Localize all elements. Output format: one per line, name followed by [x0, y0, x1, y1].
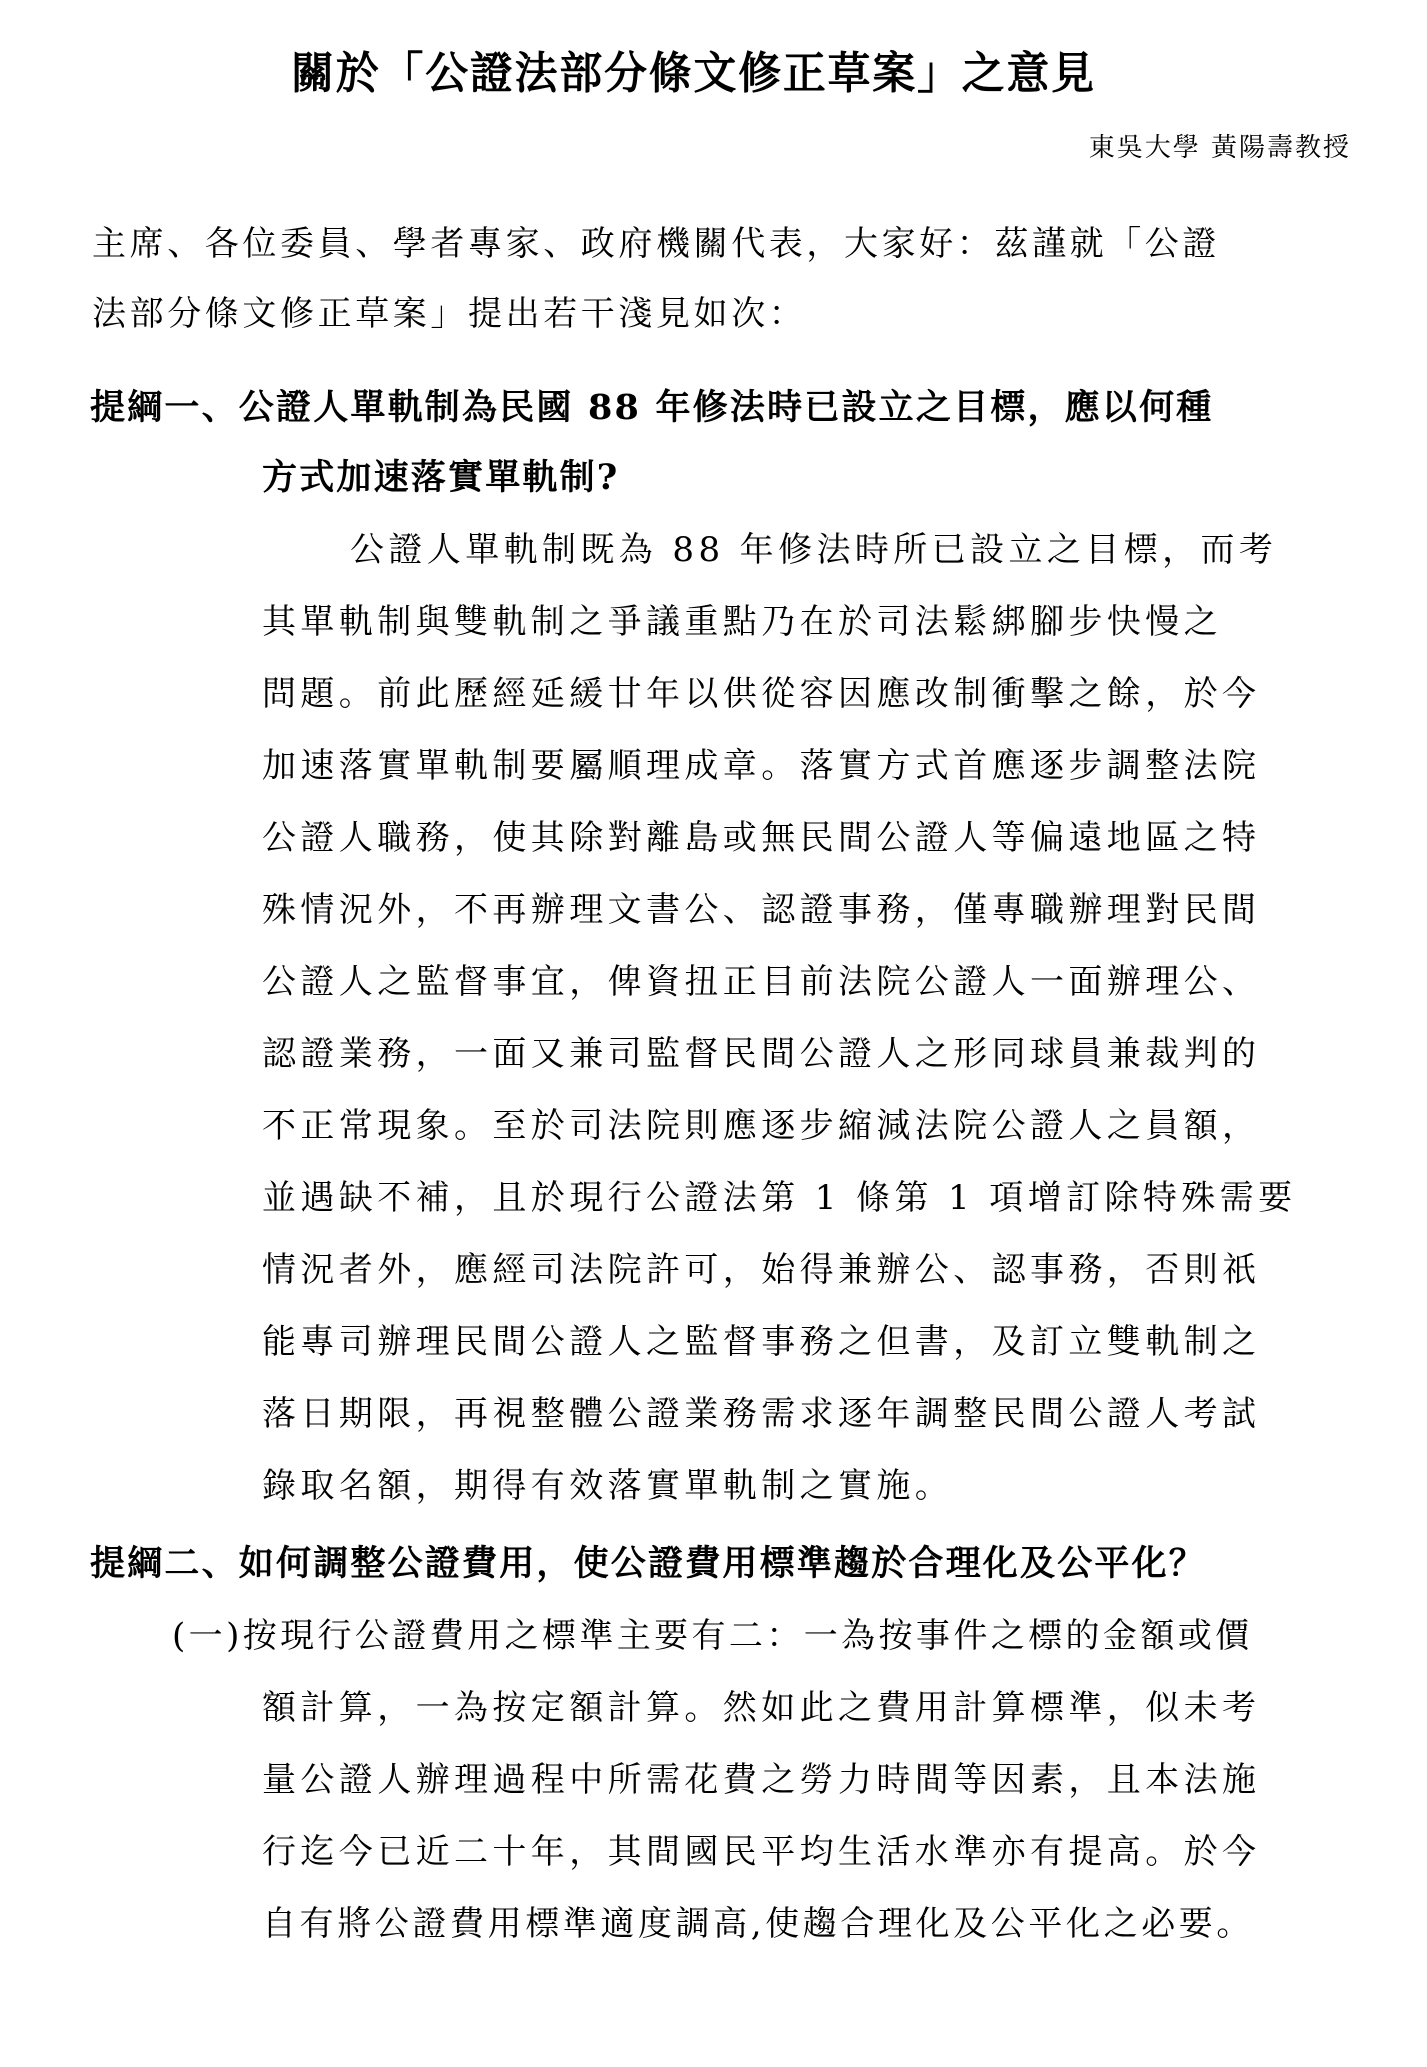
author-line: 東吳大學 黃陽壽教授 — [1088, 133, 1351, 163]
outline-1-paragraph-line: 其單軌制與雙軌制之爭議重點乃在於司法鬆綁腳步快慢之 — [262, 602, 1222, 642]
greeting-line: 主席、各位委員、學者專家、政府機關代表，大家好：茲謹就「公證 — [92, 224, 1220, 264]
outline-1-paragraph-line: 認證業務，一面又兼司監督民間公證人之形同球員兼裁判的 — [262, 1034, 1261, 1074]
outline-1-paragraph-line: 能專司辦理民間公證人之監督事務之但書，及訂立雙軌制之 — [262, 1322, 1261, 1362]
outline-1-heading: 提綱一、公證人單軌制為民國 88 年修法時已設立之目標，應以何種 — [90, 387, 1214, 428]
document-title: 關於「公證法部分條文修正草案」之意見 — [291, 48, 1096, 99]
outline-2-item-1-line: 自有將公證費用標準適度調高,使趨合理化及公平化之必要。 — [262, 1904, 1255, 1944]
outline-1-paragraph-line: 錄取名額，期得有效落實單軌制之實施。 — [262, 1466, 954, 1506]
outline-1-paragraph-line: 加速落實單軌制要屬順理成章。落實方式首應逐步調整法院 — [262, 746, 1261, 786]
outline-2-item-1-line: 行迄今已近二十年，其間國民平均生活水準亦有提高。於今 — [262, 1832, 1261, 1872]
outline-2-heading: 提綱二、如何調整公證費用，使公證費用標準趨於合理化及公平化？ — [90, 1543, 1207, 1584]
outline-1-paragraph-line: 公證人單軌制既為 88 年修法時所已設立之目標，而考 — [350, 530, 1278, 570]
outline-1-paragraph-line: 公證人之監督事宜，俾資扭正目前法院公證人一面辦理公、 — [262, 962, 1261, 1002]
outline-1-paragraph-line: 殊情況外，不再辦理文書公、認證事務，僅專職辦理對民間 — [262, 890, 1261, 930]
outline-1-paragraph-line: 落日期限，再視整體公證業務需求逐年調整民間公證人考試 — [262, 1394, 1261, 1434]
outline-1-paragraph-line: 情況者外，應經司法院許可，始得兼辦公、認事務，否則祇 — [262, 1250, 1261, 1290]
outline-1-paragraph-line: 並遇缺不補，且於現行公證法第 1 條第 1 項增訂除特殊需要 — [262, 1178, 1297, 1218]
outline-1-paragraph-line: 問題。前此歷經延緩廿年以供從容因應改制衝擊之餘，於今 — [262, 674, 1261, 714]
outline-1-paragraph-line: 不正常現象。至於司法院則應逐步縮減法院公證人之員額， — [262, 1106, 1261, 1146]
outline-2-item-1-line: 額計算，一為按定額計算。然如此之費用計算標準，似未考 — [262, 1688, 1261, 1728]
outline-1-heading: 方式加速落實單軌制? — [262, 457, 620, 498]
outline-2-item-1-line: (一)按現行公證費用之標準主要有二：一為按事件之標的金額或價 — [172, 1616, 1253, 1656]
outline-1-paragraph-line: 公證人職務，使其除對離島或無民間公證人等偏遠地區之特 — [262, 818, 1261, 858]
greeting-line: 法部分條文修正草案」提出若干淺見如次： — [92, 294, 807, 334]
outline-2-item-1-line: 量公證人辦理過程中所需花費之勞力時間等因素，且本法施 — [262, 1760, 1261, 1800]
